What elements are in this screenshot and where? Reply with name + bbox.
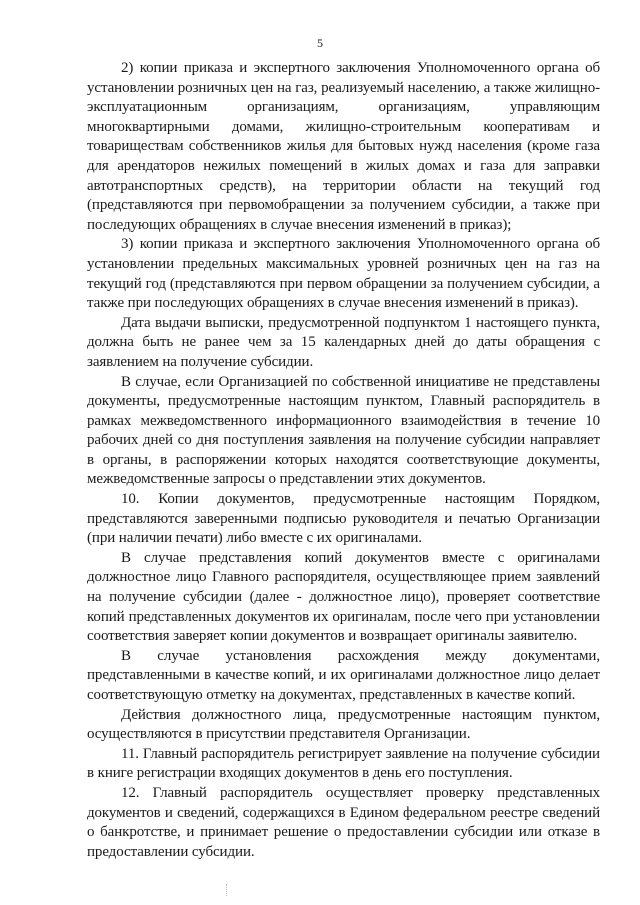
paragraph-clause-11: 11. Главный распорядитель регистрирует заявление на получение субсидии в книге регистрации входящих документов в день его поступления. — [87, 745, 600, 782]
paragraph-clause-12: 12. Главный распорядитель осуществляет проверку представленных документов и сведений, содержащихся в Едином федеральном реестре сведений о банкротстве, и принимает решение о предоставлении субсидии или отказе в предоставлении субсидии. — [87, 784, 600, 860]
paragraph-item-2-copies-retail-prices: 2) копии приказа и экспертного заключения Уполномоченного органа об установлении розничных цен на газ, реализуемый населению, а также жилищно-эксплуатационным организациям, организациям, управляющим многоквартирными домами, жилищно-строительным кооперативам и товариществам собственников жилья для бытовых нужд населения (кроме газа для арендаторов нежилых помещений в жилых домах и газа для заправки автотранспортных средств), на территории области на текущий год (представляются при первомобращении за получением субсидии, а также при последующих обращениях в случае внесения изменений в приказ); — [87, 60, 600, 233]
paragraph-statement-date: Дата выдачи выписки, предусмотренной подпунктом 1 настоящего пункта, должна быть не ранее чем за 15 календарных дней до даты обращения с заявлением на получение субсидии. — [87, 314, 600, 370]
paragraph-interagency-requests: В случае, если Организацией по собственной инициативе не представлены документы, предусмотренные настоящим пунктом, Главный распорядитель в рамках межведомственного информационного взаимодействия в течение 10 рабочих дней со дня поступления заявления на получение субсидии направляет в органы, в распоряжении которых находятся соответствующие документы, межведомственные запросы о представлении этих документов. — [87, 373, 600, 488]
scan-artifact — [226, 884, 235, 896]
page-number: 5 — [317, 36, 323, 50]
paragraph-copies-with-originals: В случае представления копий документов вместе с оригиналами должностное лицо Главного распорядителя, осуществляющее прием заявлений на получение субсидии (далее - должностное лицо), проверяет соответствие копий представленных документов их оригиналам, после чего при установлении соответствия заверяет копии документов и возвращает оригиналы заявителю. — [87, 549, 600, 645]
paragraph-official-actions: Действия должностного лица, предусмотренные настоящим пунктом, осуществляются в присутствии представителя Организации. — [87, 706, 600, 743]
paragraph-discrepancies: В случае установления расхождения между документами, представленными в качестве копий, и их оригиналами должностное лицо делает соответствующую отметку на документах, представленных в качестве копий. — [87, 647, 600, 703]
paragraph-clause-10: 10. Копии документов, предусмотренные настоящим Порядком, представляются заверенными подписью руководителя и печатью Организации (при наличии печати) либо вместе с их оригиналами. — [87, 491, 600, 547]
paragraph-item-3-copies-max-prices: 3) копии приказа и экспертного заключения Уполномоченного органа об установлении предельных максимальных уровней розничных цен на газ на текущий год (представляются при первом обращении за получением субсидии, а также при последующих обращениях в случае внесения изменений в приказ). — [87, 236, 600, 312]
document-body — [87, 59, 600, 862]
